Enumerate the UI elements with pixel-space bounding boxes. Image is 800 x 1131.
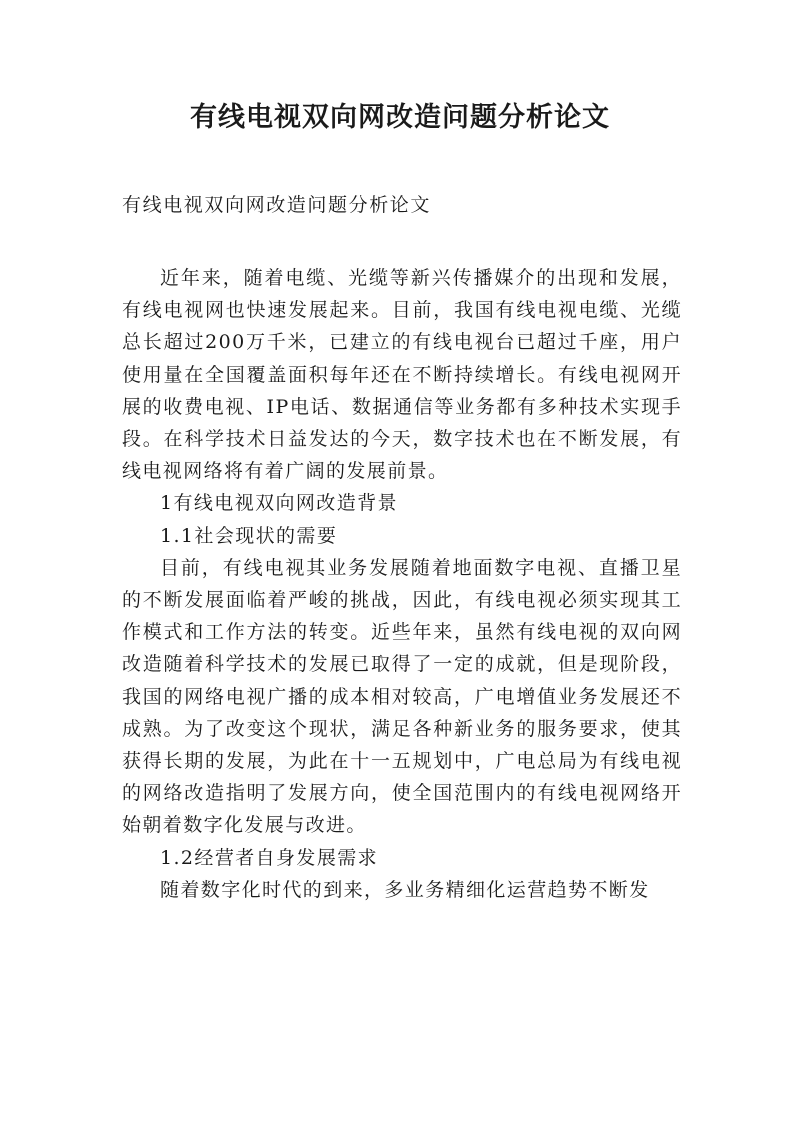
document-title: 有线电视双向网改造问题分析论文 bbox=[190, 102, 610, 133]
paragraph-1-2: 随着数字化时代的到来，多业务精细化运营趋势不断发 bbox=[160, 878, 650, 901]
paragraph-1-1: 目前，有线电视其业务发展随着地面数字电视、直播卫星的不断发展面临着严峻的挑战，因此，有线电视必须实现其工作模式和工作方法的转变。近些年来，虽然有线电视的双向网改造随着科学技术的发展已取得了一定的成就，但是现阶段，我国的网络电视广播的成本相对较高，广电增值业务发展还不成熟。为了改变这个现状，满足各种新业务的服务要求，使其获得长期的发展，为此在十一五规划中，广电总局为有线电视的网络改造指明了发展方向，使全国范围内的有线电视网络开始朝着数字化发展与改进。 bbox=[122, 556, 682, 837]
section-heading-1: 1有线电视双向网改造背景 bbox=[160, 492, 398, 515]
document-body bbox=[122, 262, 682, 906]
section-heading-1-1: 1.1社会现状的需要 bbox=[160, 524, 338, 547]
section-heading-1-2: 1.2经营者自身发展需求 bbox=[160, 846, 379, 869]
document-subtitle: 有线电视双向网改造问题分析论文 bbox=[122, 194, 432, 216]
paragraph-intro: 近年来，随着电缆、光缆等新兴传播媒介的出现和发展，有线电视网也快速发展起来。目前，我国有线电视电缆、光缆总长超过200万千米，已建立的有线电视台已超过千座，用户使用量在全国覆盖面积每年还在不断持续增长。有线电视网开展的收费电视、IP电话、数据通信等业务都有多种技术实现手段。在科学技术日益发达的今天，数字技术也在不断发展，有线电视网络将有着广阔的发展前景。 bbox=[122, 267, 682, 483]
